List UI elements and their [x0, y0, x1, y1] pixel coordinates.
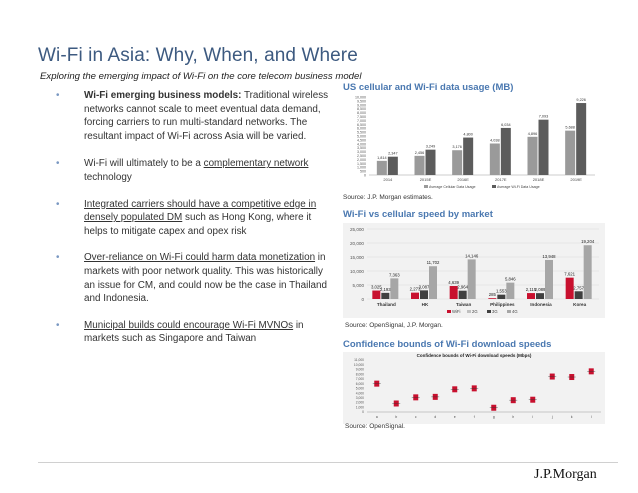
bullet-link: complementary network [203, 158, 309, 170]
y-tick-label: 9,000 [355, 367, 364, 372]
y-tick-label: 5,000 [355, 386, 364, 391]
x-tick-label: 2018E [532, 177, 545, 182]
legend-label: 4G [512, 308, 518, 314]
data-label: 2,757 [573, 285, 585, 291]
bar [426, 150, 436, 175]
x-tick-label: 2014 [383, 177, 393, 182]
data-label: 3,087 [418, 284, 430, 290]
y-tick-label: 9,000 [357, 103, 366, 108]
chart-title: Confidence bounds of Wi-Fi download speeds (Mbps) [416, 353, 532, 358]
x-tick-label: 2015E [419, 177, 432, 182]
y-tick-label: 6,500 [357, 122, 366, 127]
y-tick-label: 8,000 [357, 111, 366, 116]
legend-label: Average Cellular Data Usage [429, 184, 476, 189]
y-tick-label: 4,000 [357, 142, 366, 147]
bar [501, 128, 511, 175]
data-label: 4,639 [448, 280, 460, 286]
data-usage-chart [343, 93, 605, 191]
data-label: 4,038 [490, 138, 500, 143]
x-tick-label: Thailand [376, 302, 396, 307]
x-tick-label: g [492, 415, 495, 419]
x-tick-label: Philippines [490, 302, 515, 307]
bullet-item [56, 89, 336, 143]
bar [575, 291, 583, 299]
x-tick-label: c [414, 415, 417, 419]
bullet-dot-icon: • [56, 158, 60, 170]
data-label: 9,226 [576, 98, 586, 103]
y-tick-label: 5,000 [357, 134, 366, 139]
y-tick-label: 5,500 [357, 130, 366, 135]
data-label: 2,456 [414, 150, 425, 155]
y-tick-label: 15,000 [349, 254, 364, 260]
bar [388, 157, 398, 175]
data-label: 2,273 [409, 286, 421, 292]
legend-swatch [447, 310, 451, 313]
y-tick-label: 6,000 [357, 126, 366, 131]
bar [506, 283, 514, 299]
legend-swatch [487, 310, 491, 313]
bar [527, 293, 535, 299]
data-label: 1,814 [377, 155, 387, 160]
bar [377, 161, 387, 175]
x-tick-label: d [434, 415, 437, 419]
y-tick-label: 7,500 [357, 115, 366, 119]
bullet-dot-icon: • [56, 90, 60, 101]
bullet-item [56, 251, 336, 305]
source-note: Source: OpenSignal. [345, 423, 405, 430]
data-label: 19,204 [581, 239, 595, 245]
bullet-list [56, 89, 336, 359]
y-tick-label: 10,000 [349, 268, 364, 274]
bullet-item [56, 198, 336, 239]
bar [565, 131, 575, 175]
bullet-dot-icon: • [56, 252, 60, 264]
legend-swatch [507, 310, 511, 313]
legend-label: 2G [472, 308, 478, 314]
bullet-dot-icon: • [56, 319, 60, 331]
bar [381, 293, 389, 299]
bar [536, 293, 544, 299]
bar [584, 245, 592, 299]
bar [415, 156, 425, 175]
x-tick-label: 2017E [495, 177, 507, 182]
source-note: Source: OpenSignal, J.P. Morgan. [345, 322, 443, 329]
y-tick-label: 7,000 [355, 377, 364, 382]
y-tick-label: 1,000 [357, 165, 366, 170]
y-tick-label: 10,000 [355, 95, 366, 100]
y-tick-label: 3,000 [357, 150, 366, 155]
y-tick-label: 0 [362, 410, 364, 415]
x-tick-label: b [395, 415, 398, 419]
x-tick-label: i [532, 415, 534, 419]
y-tick-label: 500 [360, 169, 366, 174]
confidence-chart [343, 352, 605, 428]
data-label: 2,089 [534, 287, 546, 293]
bar [420, 290, 428, 299]
x-tick-label: k [570, 415, 573, 419]
data-label: 4,896 [527, 131, 538, 136]
legend-label: WiFi [452, 308, 461, 314]
y-tick-label: 7,000 [357, 118, 366, 123]
data-label: 1,553 [495, 288, 507, 294]
y-tick-label: 20,000 [349, 240, 364, 246]
slide-subtitle: Exploring the emerging impact of Wi-Fi on the core telecom business model [40, 71, 362, 82]
bar [497, 295, 505, 299]
y-tick-label: 8,500 [357, 107, 366, 112]
x-tick-label: Taiwan [456, 302, 472, 307]
data-label: 3,025 [370, 284, 382, 290]
x-tick-label: j [551, 415, 553, 419]
y-tick-label: 11,000 [354, 358, 364, 363]
x-tick-label: l [590, 415, 592, 419]
data-label: 6,034 [501, 122, 511, 127]
y-tick-label: 0 [361, 296, 364, 302]
bar [463, 138, 473, 175]
data-label: 2,964 [457, 284, 469, 290]
jpmorgan-logo: J.P.Morgan [534, 467, 597, 482]
data-label: 13,948 [542, 253, 556, 259]
x-tick-label: 2016E [457, 177, 469, 182]
bar [528, 137, 538, 175]
slide-title: Wi-Fi in Asia: Why, When, and Where [38, 45, 358, 66]
bar [488, 298, 496, 299]
bullet-text: Wi-Fi will ultimately to be a [84, 158, 204, 170]
bullet-text: in markets with poor network quality. This was historically an issue for CM, and could now be the case in Thailand and Indonesia. [84, 252, 327, 305]
bullet-text: technology [84, 171, 132, 183]
data-label: 2,347 [388, 151, 398, 156]
x-tick-label: Korea [573, 302, 587, 307]
data-label: 285 [488, 292, 496, 298]
bar [459, 291, 467, 299]
bullet-link: Over-reliance on Wi-Fi could harm data monetization [84, 252, 316, 264]
x-tick-label: a [375, 415, 378, 419]
bullet-text: in markets such as Singapore and Taiwan [84, 319, 304, 345]
data-label: 11,702 [426, 260, 440, 266]
legend-label: 3G [492, 308, 498, 314]
y-tick-label: 25,000 [349, 226, 364, 232]
bar [429, 266, 437, 299]
bar [452, 150, 462, 175]
x-tick-label: 2019E [570, 177, 582, 182]
data-label: 14,146 [465, 253, 479, 259]
y-tick-label: 3,000 [355, 396, 364, 401]
bar [468, 259, 476, 299]
data-label: 4,800 [463, 132, 473, 137]
y-tick-label: 6,000 [355, 381, 364, 386]
bar [539, 120, 549, 175]
legend-swatch [467, 310, 471, 313]
data-label: 2,115 [525, 287, 537, 293]
data-label: 7,363 [388, 272, 400, 278]
legend-swatch [492, 185, 496, 188]
y-tick-label: 10,000 [353, 362, 364, 367]
data-label: 2,193 [379, 286, 391, 292]
y-tick-label: 1,500 [357, 161, 366, 166]
speed-chart [343, 223, 605, 318]
bar [545, 260, 553, 299]
data-label: 7,621 [564, 271, 576, 277]
bullet-dot-icon: • [56, 198, 60, 210]
x-tick-label: h [512, 415, 515, 419]
bar [411, 293, 419, 299]
bullet-text: such as Hong Kong, where it helps to mitigate capex and opex risk [84, 212, 312, 237]
bullet-text: Traditional wireless networks cannot scale to meet eventual data demand, forcing carriers to run multi-standard networks. The resultant impact of Wi-Fi across Asia will be varied. [84, 90, 329, 142]
bullet-link: Integrated carriers should have a competitive edge in densely populated DM [84, 198, 317, 224]
bar [490, 144, 500, 175]
y-tick-label: 5,000 [352, 282, 364, 288]
legend-swatch [424, 185, 428, 188]
y-tick-label: 2,000 [355, 400, 364, 405]
y-tick-label: 1,000 [355, 405, 364, 410]
legend-label: Average Wi-Fi Data Usage [497, 184, 540, 189]
bar [390, 278, 398, 299]
footer-divider [38, 462, 618, 463]
bar [576, 103, 586, 175]
x-tick-label: e [453, 415, 456, 419]
y-tick-label: 4,500 [357, 138, 366, 143]
panel-title-speed: Wi-Fi vs cellular speed by market [343, 209, 493, 220]
data-label: 5,688 [565, 125, 575, 130]
data-label: 7,093 [538, 114, 549, 119]
data-label: 3,176 [452, 145, 462, 150]
data-label: 3,249 [425, 144, 436, 149]
x-tick-label: f [473, 415, 475, 419]
y-tick-label: 2,500 [357, 154, 366, 158]
y-tick-label: 3,500 [357, 146, 366, 151]
y-tick-label: 2,000 [357, 157, 366, 162]
source-note: Source: J.P. Morgan estimates. [343, 194, 433, 201]
panel-title-confidence: Confidence bounds of Wi-Fi download speeds [343, 339, 552, 350]
y-tick-label: 9,500 [357, 99, 366, 104]
data-label: 5,846 [504, 276, 516, 282]
bullet-item [56, 319, 336, 346]
x-tick-label: HK [421, 302, 429, 307]
y-tick-label: 8,000 [355, 372, 364, 377]
bullet-lead: Wi-Fi emerging business models: [84, 90, 242, 101]
x-tick-label: Indonesia [530, 302, 552, 307]
y-tick-label: 0 [364, 173, 366, 178]
bullet-link: Municipal builds could encourage Wi-Fi MVNOs [84, 319, 294, 331]
panel-title-data-usage: US cellular and Wi-Fi data usage (MB) [343, 82, 514, 93]
y-tick-label: 4,000 [355, 391, 364, 396]
bullet-item [56, 157, 336, 184]
